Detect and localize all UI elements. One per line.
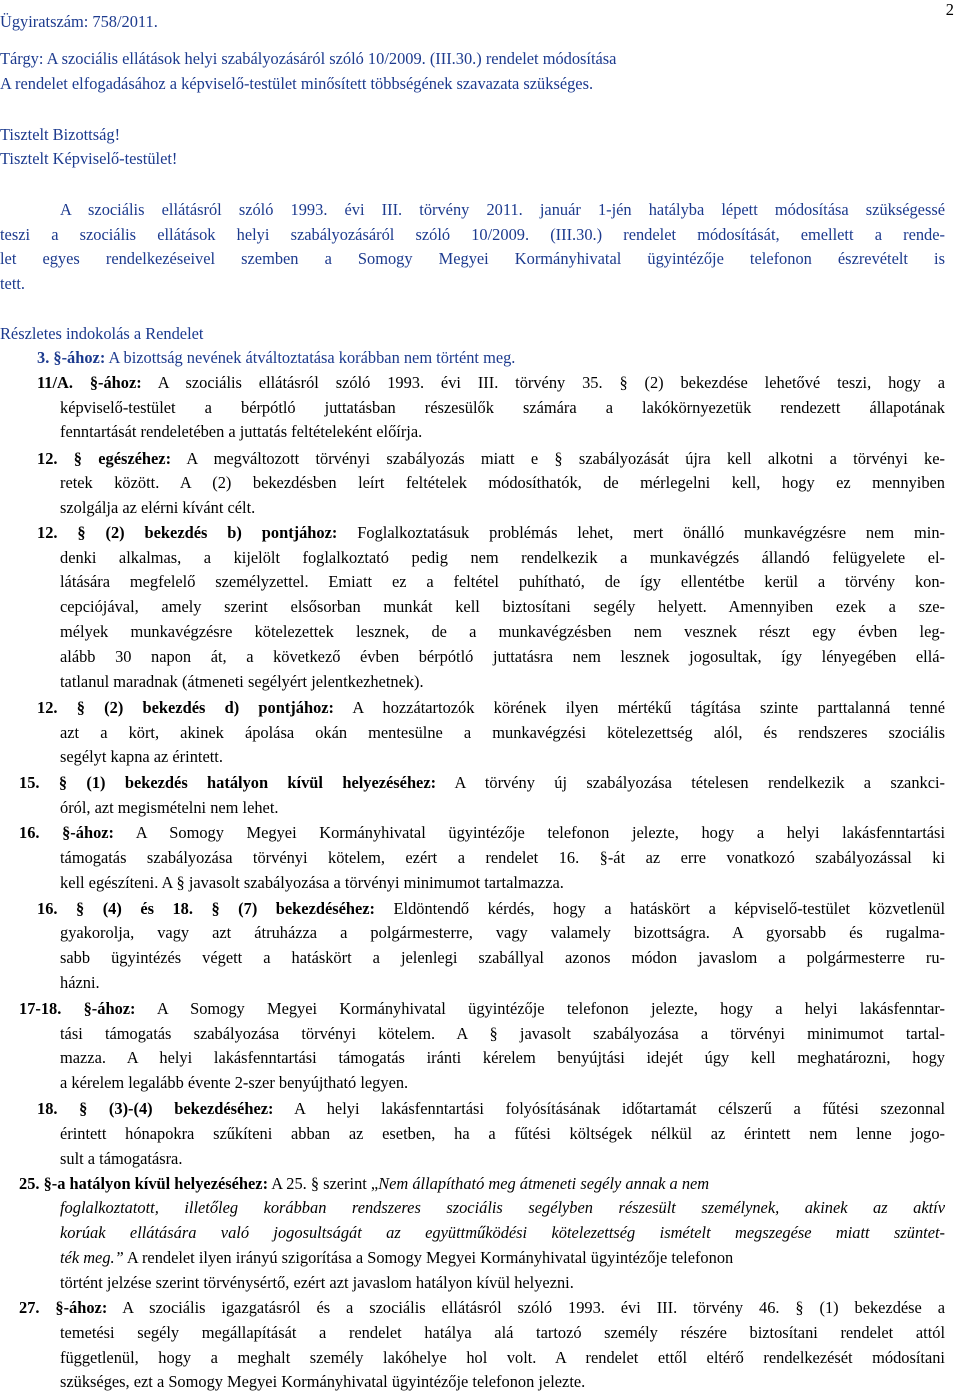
item-heading: 12. § egészéhez: xyxy=(37,449,172,468)
item-line: 12. § (2) bekezdés b) pontjához: Foglalkoztatásuk problémás lehet, mert önálló munkavégzésre nem min- xyxy=(37,523,946,542)
file-number: Ügyiratszám: 758/2011. xyxy=(0,12,158,31)
intro-line: teszi a szociális ellátások helyi szabályozásáról szóló 10/2009. (III.30.) rendelet módosítását, emellett a rende- xyxy=(0,225,945,244)
intro-line: let egyes rendelkezéseivel szemben a Somogy Megyei Kormányhivatal ügyintézője telefonon észrevételt is xyxy=(0,249,945,268)
intro-line: tett. xyxy=(0,274,26,293)
item-line: 17-18. §-ához: A Somogy Megyei Kormányhivatal ügyintézője telefonon jelezte, hogy a helyi lakásfenntar- xyxy=(19,999,946,1018)
item-heading: 25. §-a hatályon kívül helyezéséhez: xyxy=(19,1174,269,1193)
item-line: 15. § (1) bekezdés hatályon kívül helyezéséhez: A törvény új szabályozása tételesen rendelkezik a szankci- xyxy=(19,773,945,792)
item-line: 12. § egészéhez: A megváltozott törvényi szabályozás miatt e § szabályozását újra kell alkotni a törvényi ke- xyxy=(37,449,945,468)
item-line: 12. § (2) bekezdés d) pontjához: A hozzátartozók körének ilyen mértékű tágítása szinte parttalanná tenné xyxy=(37,698,945,717)
item-line: segélyt kapna az érintett. xyxy=(60,747,223,766)
item-line: függetlenül, hogy a meghalt személy lakóhelye hol volt. A rendelet ettől eltérő rendelkezését módosítani xyxy=(60,1348,945,1367)
salutation-committee: Tisztelt Bizottság! xyxy=(0,125,121,144)
item-line: 16. § (4) és 18. § (7) bekezdéséhez: Eldöntendő kérdés, hogy a hatáskört a képviselő-testület közvetlenül xyxy=(37,899,945,918)
item-heading: 16. § (4) és 18. § (7) bekezdéséhez: xyxy=(37,899,376,918)
item-line: retek között. A (2) bekezdésben leírt feltételek módosíthatók, de mérlegelni kell, hogy ez mennyiben xyxy=(60,473,945,492)
item-line: sabb ügyintézés végett a hatáskört a jelenlegi szabállyal azonos módon javaslom a polgármesterre ru- xyxy=(60,948,945,967)
item-line: 16. §-ához: A Somogy Megyei Kormányhivatal ügyintézője telefonon jelezte, hogy a helyi lakásfenntartási xyxy=(19,823,945,842)
item-line: denki alkalmas, a kijelölt foglalkoztató pedig nem rendelkezik a munkavégzés állandó felügyelete el- xyxy=(60,548,945,567)
item-line: szolgálja az elérni kívánt célt. xyxy=(60,498,256,517)
item-line: kell egészíteni. A § javasolt szabályozása a törvényi minimumot tartalmazza. xyxy=(60,873,564,892)
item-line: óról, azt megismételni nem lehet. xyxy=(60,798,279,817)
item-line: azt a kört, akinek ápolása okán mentesülne a munkavégzési kötelezettség alól, és rendszeres szociális xyxy=(60,723,945,742)
item-line: 25. §-a hatályon kívül helyezéséhez: A 25. § szerint „Nem állapítható meg átmeneti segély annak a nem xyxy=(19,1174,710,1193)
item-line: képviselő-testület a bérpótló juttatásban részesülők számára a lakókörnyezetük rendezett állapotának xyxy=(60,398,945,417)
majority-note: A rendelet elfogadásához a képviselő-testület minősített többségének szavazata szükséges. xyxy=(0,74,594,93)
item-line: tási támogatás szabályozása törvényi kötelem. A § javasolt szabályozása a törvényi minimumot tartal- xyxy=(60,1024,945,1043)
item-heading: 12. § (2) bekezdés d) pontjához: xyxy=(37,698,334,717)
item-heading: 3. §-ához: xyxy=(37,348,106,367)
item-line: temetési segély megállapítását a rendelet hatálya alá tartozó személy részére biztosítani rendelet attól xyxy=(60,1323,945,1342)
subject-line: Tárgy: A szociális ellátások helyi szabályozásáról szóló 10/2009. (III.30.) rendelet módosítása xyxy=(0,49,617,68)
item-line: gyakorolja, vagy azt átruházza a polgármesterre, vagy valamely bizottságra. A gyorsabb és rugalma- xyxy=(60,923,945,942)
item-heading: 16. §-ához: xyxy=(19,823,115,842)
item-line: történt jelzése szerint törvénysértő, ezért azt javaslom hatályon kívül helyezni. xyxy=(60,1273,574,1292)
item-heading: 18. § (3)-(4) bekezdéséhez: xyxy=(37,1099,274,1118)
item-line: érintett hónapokra szűkíteni abban az esetben, ha a fűtési költségek nélkül az érintett nem lenne jogo- xyxy=(60,1124,945,1143)
item-line: 3. §-ához: A bizottság nevének átváltoztatása korábban nem történt meg. xyxy=(37,348,516,367)
quoted-text: Nem állapítható meg átmeneti segély annak a nem xyxy=(378,1174,710,1193)
salutation-board: Tisztelt Képviselő-testület! xyxy=(0,149,178,168)
item-heading: 12. § (2) bekezdés b) pontjához: xyxy=(37,523,338,542)
item-line: támogatás szabályozása törvényi kötelem, ezért a rendelet 16. §-át az erre vonatkozó szabályozással ki xyxy=(60,848,945,867)
item-line: szükséges, ezt a Somogy Megyei Kormányhivatal ügyintézője telefonon jelezte. xyxy=(60,1372,586,1391)
item-line: sult a támogatásra. xyxy=(60,1149,183,1168)
section-title: Részletes indokolás a Rendelet xyxy=(0,324,204,343)
item-line: a kérelem legalább évente 2-szer benyújtható legyen. xyxy=(60,1073,409,1092)
item-heading: 11/A. §-ához: xyxy=(37,373,142,392)
item-line: látására megfelelő személyzettel. Emiatt ez a feltétel puhítható, de így ellentétbe kerül a törvény kon- xyxy=(60,572,945,591)
item-line: mélyek munkavégzésre kötelezettek lesznek, de a munkavégzésben nem vesznek részt egy évben leg- xyxy=(60,622,945,641)
item-line: korúak ellátására való jogosultságát az együttműködési kötelezettség ismételt megszegése miatt szüntet- xyxy=(60,1223,945,1242)
item-line: alább 30 napon át, a következő évben bérpótló juttatásra nem lesznek jogosultak, így lényegében ellá- xyxy=(60,647,945,666)
item-line: házni. xyxy=(60,973,100,992)
item-line: foglalkoztatott, illetőleg korábban rendszeres szociális segélyben részesült személynek, akinek az aktív xyxy=(60,1198,945,1217)
item-heading: 15. § (1) bekezdés hatályon kívül helyezéséhez: xyxy=(19,773,437,792)
item-line: 27. §-ához: A szociális igazgatásról és a szociális ellátásról szóló 1993. évi III. törvény 46. § (1) bekezdése a xyxy=(19,1298,945,1317)
item-line: cepciójával, amely szerint elsősorban munkát kell biztosítani segély helyett. Amennyiben ezek a sze- xyxy=(60,597,945,616)
intro-line: A szociális ellátásról szóló 1993. évi III. törvény 2011. január 1-jén hatályba lépett módosítása szükségessé xyxy=(60,200,945,219)
item-line: tatlanul maradnak (átmeneti segélyért jelentkezhetnek). xyxy=(60,672,424,691)
item-line: 18. § (3)-(4) bekezdéséhez: A helyi lakásfenntartási folyósításának időtartamát célszerű a fűtési szezonnal xyxy=(37,1099,945,1118)
item-line: mazza. A helyi lakásfenntartási támogatás iránti kérelem benyújtási idejét úgy kell meghatározni, hogy xyxy=(60,1048,945,1067)
item-heading: 17-18. §-ához: xyxy=(19,999,136,1018)
item-line: 11/A. §-ához: A szociális ellátásról szóló 1993. évi III. törvény 35. § (2) bekezdése lehetővé teszi, hogy a xyxy=(37,373,945,392)
item-line: fenntartását rendeletében a juttatás feltételeként előírja. xyxy=(60,422,423,441)
item-line: ték meg.” A rendelet ilyen irányú szigorítása a Somogy Megyei Kormányhivatal ügyintézője telefonon xyxy=(60,1248,734,1267)
page-number: 2 xyxy=(945,0,954,19)
item-heading: 27. §-ához: xyxy=(19,1298,108,1317)
